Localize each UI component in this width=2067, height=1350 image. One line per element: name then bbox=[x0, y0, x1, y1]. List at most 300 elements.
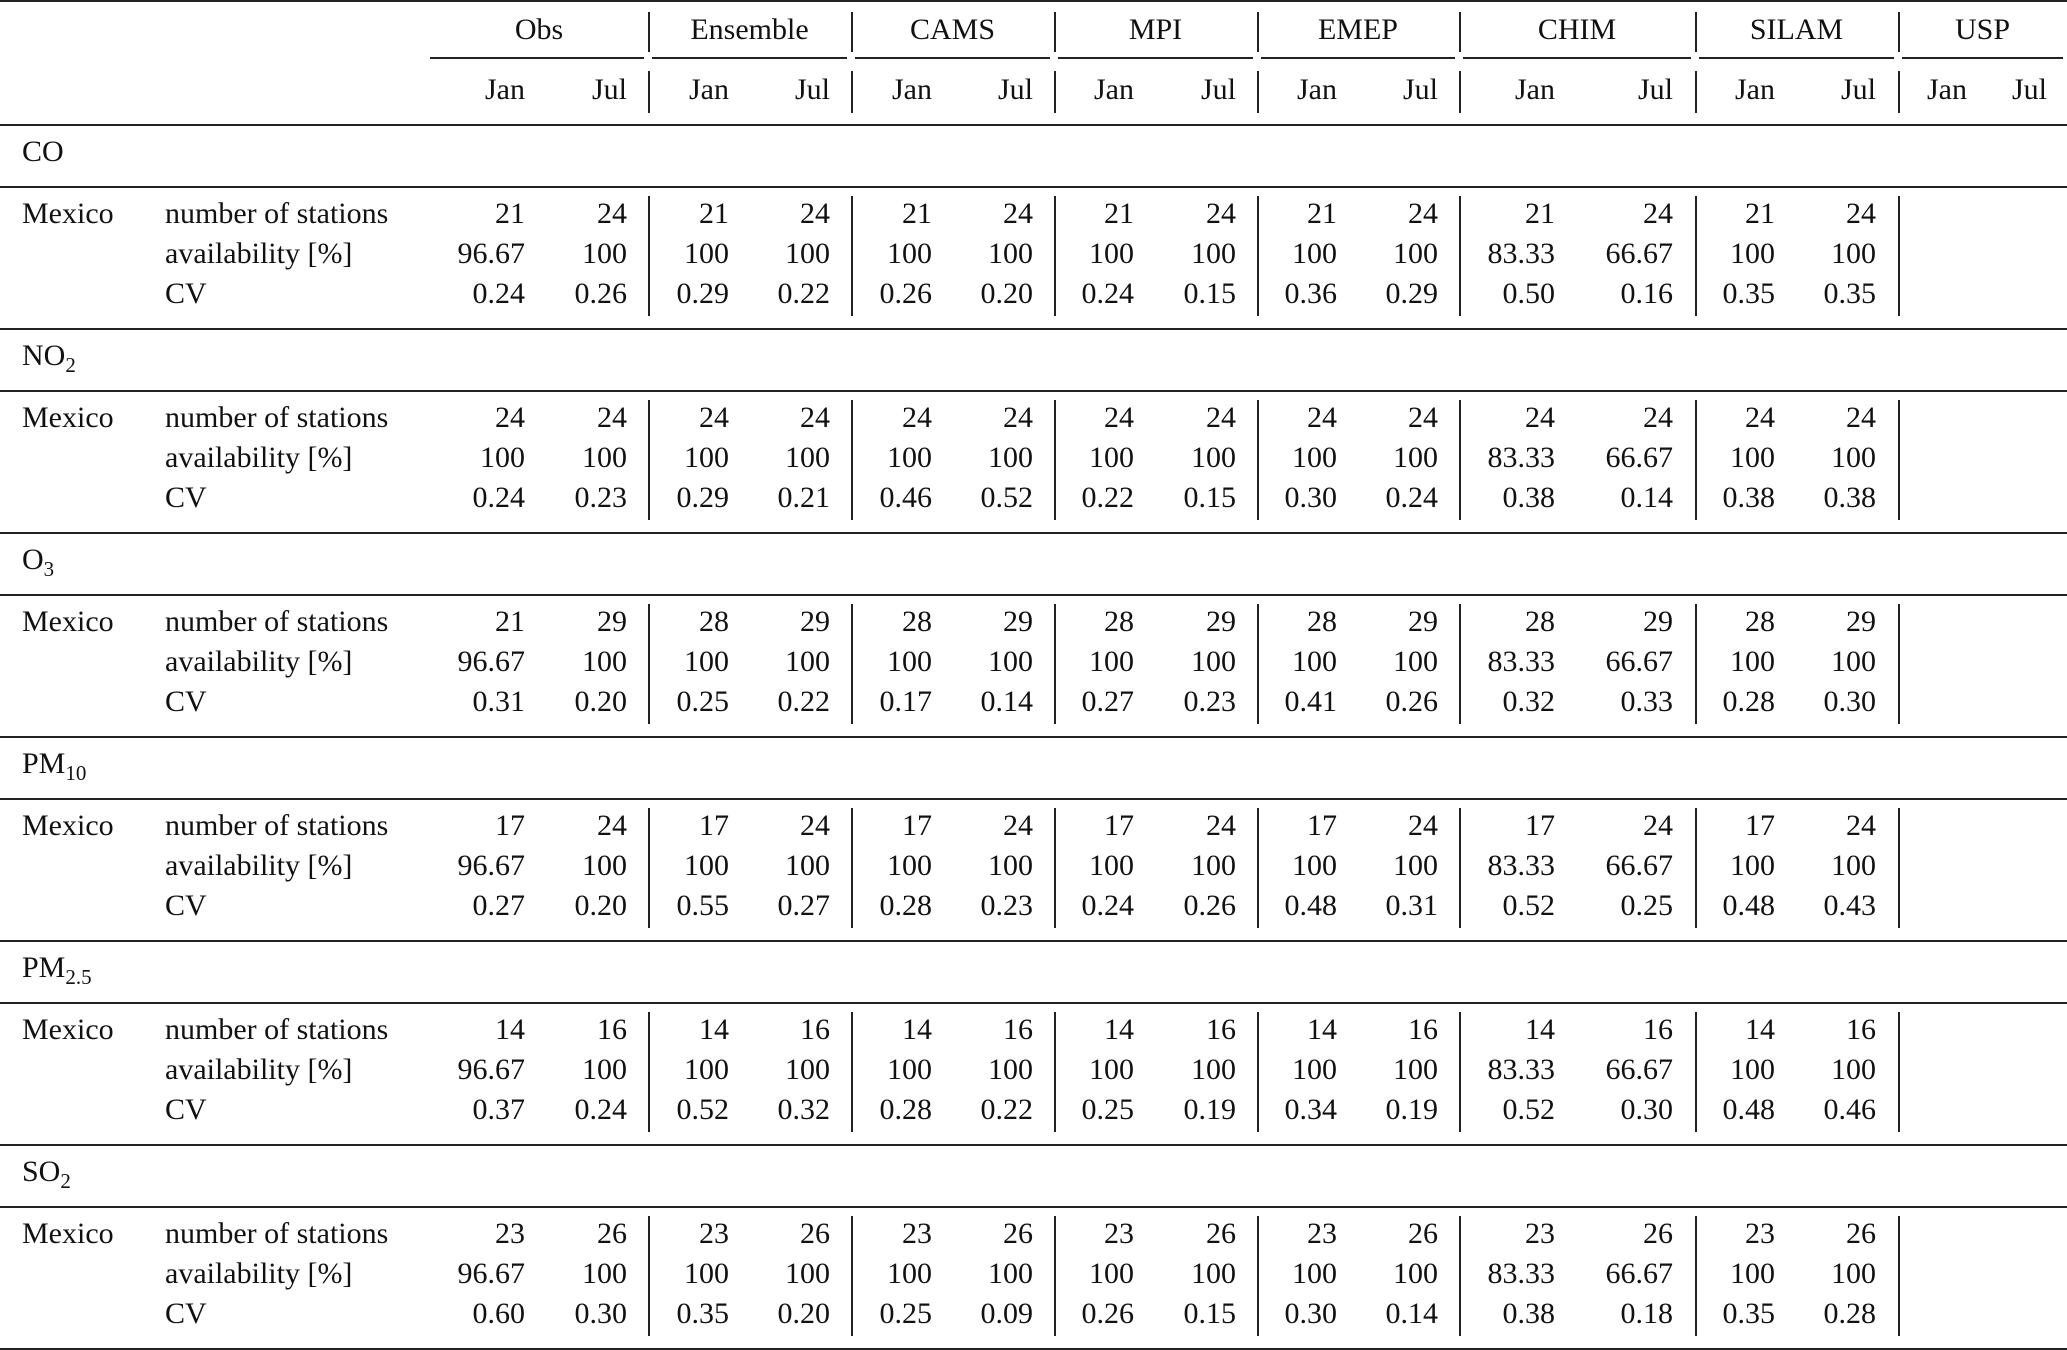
table-cell: 29 bbox=[800, 605, 830, 638]
table-cell: 100 bbox=[582, 237, 627, 270]
table-cell: 100 bbox=[988, 645, 1033, 678]
column-separator bbox=[648, 1216, 650, 1336]
table-cell: 100 bbox=[1831, 849, 1876, 882]
pollutant-heading bbox=[22, 542, 55, 581]
table-cell: 0.35 bbox=[676, 1297, 729, 1330]
table-cell: 100 bbox=[1292, 237, 1337, 270]
table-cell: 24 bbox=[1408, 809, 1438, 842]
table-cell: 28 bbox=[699, 605, 729, 638]
table-cell: 100 bbox=[1089, 441, 1134, 474]
table-cell: 100 bbox=[988, 1257, 1033, 1290]
table-cell: 100 bbox=[1191, 1257, 1236, 1290]
table-cell: 21 bbox=[1104, 197, 1134, 230]
table-cell: 29 bbox=[1408, 605, 1438, 638]
header-separator bbox=[851, 12, 853, 52]
table-cell: 0.23 bbox=[1183, 685, 1236, 718]
table-cell: 0.22 bbox=[777, 277, 830, 310]
table-cell: 83.33 bbox=[1487, 1257, 1555, 1290]
table-cell: 100 bbox=[887, 1257, 932, 1290]
table-cell: 0.24 bbox=[472, 481, 525, 514]
table-cell: 24 bbox=[1003, 809, 1033, 842]
table-cell: 0.24 bbox=[574, 1093, 627, 1126]
table-cell: 17 bbox=[1525, 809, 1555, 842]
table-cell: 100 bbox=[887, 441, 932, 474]
header-model: Obs bbox=[514, 13, 564, 46]
column-separator bbox=[1695, 196, 1697, 316]
table-cell: 0.52 bbox=[980, 481, 1033, 514]
table-cell: 96.67 bbox=[457, 645, 525, 678]
header-separator bbox=[1695, 12, 1697, 52]
pollutant-subscript: 2 bbox=[60, 1169, 71, 1193]
column-separator bbox=[1695, 1216, 1697, 1336]
row-label: number of stations bbox=[165, 401, 389, 434]
header-separator bbox=[1898, 12, 1900, 52]
table-cell: 100 bbox=[1831, 441, 1876, 474]
table-cell: 23 bbox=[902, 1217, 932, 1250]
table-cell: 0.27 bbox=[777, 889, 830, 922]
column-separator bbox=[1459, 604, 1461, 724]
table-cell: 100 bbox=[1393, 1257, 1438, 1290]
row-label: availability [%] bbox=[165, 849, 353, 882]
header-month: Jan bbox=[689, 73, 729, 106]
table-cell: 100 bbox=[582, 849, 627, 882]
table-cell: 0.30 bbox=[574, 1297, 627, 1330]
table-cell: 0.20 bbox=[574, 685, 627, 718]
column-separator bbox=[1898, 400, 1900, 520]
table-cell: 21 bbox=[699, 197, 729, 230]
table-cell: 100 bbox=[988, 1053, 1033, 1086]
section-bottom-rule bbox=[0, 1144, 2067, 1146]
table-cell: 0.18 bbox=[1620, 1297, 1673, 1330]
table-cell: 14 bbox=[902, 1013, 932, 1046]
table-cell: 66.67 bbox=[1605, 849, 1673, 882]
table-cell: 100 bbox=[1191, 1053, 1236, 1086]
column-separator bbox=[1898, 1216, 1900, 1336]
table-cell: 29 bbox=[1003, 605, 1033, 638]
table-cell: 96.67 bbox=[457, 1053, 525, 1086]
table-cell: 0.46 bbox=[1823, 1093, 1876, 1126]
table-cell: 16 bbox=[1206, 1013, 1236, 1046]
header-month: Jul bbox=[794, 73, 830, 106]
table-cell: 0.28 bbox=[1823, 1297, 1876, 1330]
table-cell: 16 bbox=[1408, 1013, 1438, 1046]
table-cell: 100 bbox=[1292, 645, 1337, 678]
table-cell: 0.38 bbox=[1502, 481, 1555, 514]
row-label: number of stations bbox=[165, 605, 389, 638]
table-cell: 0.19 bbox=[1183, 1093, 1236, 1126]
table-cell: 83.33 bbox=[1487, 849, 1555, 882]
table-cell: 24 bbox=[597, 401, 627, 434]
table-cell: 26 bbox=[1003, 1217, 1033, 1250]
table-cell: 100 bbox=[582, 441, 627, 474]
table-cell: 100 bbox=[1292, 849, 1337, 882]
table-cell: 0.30 bbox=[1284, 1297, 1337, 1330]
column-separator bbox=[1695, 808, 1697, 928]
table-cell: 14 bbox=[1307, 1013, 1337, 1046]
table-cell: 24 bbox=[800, 401, 830, 434]
pollutant-name: PM bbox=[22, 951, 66, 984]
region-label: Mexico bbox=[22, 605, 114, 638]
table-cell: 24 bbox=[1104, 401, 1134, 434]
row-label: number of stations bbox=[165, 197, 389, 230]
table-cell: 83.33 bbox=[1487, 1053, 1555, 1086]
column-separator bbox=[648, 196, 650, 316]
table-cell: 24 bbox=[699, 401, 729, 434]
table-cell: 83.33 bbox=[1487, 237, 1555, 270]
table-cell: 0.32 bbox=[777, 1093, 830, 1126]
column-separator bbox=[851, 604, 853, 724]
table-cell: 24 bbox=[1643, 401, 1673, 434]
table-cell: 17 bbox=[1104, 809, 1134, 842]
table-cell: 0.26 bbox=[574, 277, 627, 310]
table-cell: 100 bbox=[785, 1053, 830, 1086]
table-cell: 100 bbox=[1089, 1053, 1134, 1086]
column-separator bbox=[1257, 604, 1259, 724]
table-cell: 66.67 bbox=[1605, 441, 1673, 474]
table-cell: 24 bbox=[1307, 401, 1337, 434]
table-cell: 0.30 bbox=[1620, 1093, 1673, 1126]
table-cell: 100 bbox=[1089, 645, 1134, 678]
column-separator bbox=[1459, 1012, 1461, 1132]
pollutant-name: PM bbox=[22, 747, 66, 780]
table-cell: 24 bbox=[1643, 809, 1673, 842]
table-cell: 17 bbox=[1307, 809, 1337, 842]
table-cell: 66.67 bbox=[1605, 645, 1673, 678]
column-separator bbox=[648, 1012, 650, 1132]
table-cell: 29 bbox=[1643, 605, 1673, 638]
table-cell: 100 bbox=[1292, 1053, 1337, 1086]
header-model-underline bbox=[1261, 57, 1455, 59]
table-cell: 0.38 bbox=[1502, 1297, 1555, 1330]
table-cell: 0.24 bbox=[1081, 889, 1134, 922]
table-cell: 0.35 bbox=[1722, 1297, 1775, 1330]
header-month: Jul bbox=[1840, 73, 1876, 106]
table-cell: 100 bbox=[1089, 849, 1134, 882]
table-cell: 100 bbox=[988, 237, 1033, 270]
table-cell: 24 bbox=[597, 809, 627, 842]
header-separator bbox=[1459, 71, 1461, 113]
pollutant-heading bbox=[22, 1154, 71, 1193]
table-cell: 0.24 bbox=[1081, 277, 1134, 310]
section-bottom-rule bbox=[0, 532, 2067, 534]
column-separator bbox=[851, 1012, 853, 1132]
table-cell: 0.25 bbox=[1620, 889, 1673, 922]
header-month: Jan bbox=[485, 73, 525, 106]
table-cell: 24 bbox=[1408, 197, 1438, 230]
table-cell: 100 bbox=[887, 237, 932, 270]
row-label: availability [%] bbox=[165, 645, 353, 678]
table-cell: 16 bbox=[1003, 1013, 1033, 1046]
table-cell: 96.67 bbox=[457, 1257, 525, 1290]
table-cell: 24 bbox=[1408, 401, 1438, 434]
header-month: Jul bbox=[591, 73, 627, 106]
table-cell: 14 bbox=[699, 1013, 729, 1046]
row-label: CV bbox=[165, 1297, 207, 1330]
column-separator bbox=[1257, 196, 1259, 316]
table-cell: 24 bbox=[800, 809, 830, 842]
header-model: EMEP bbox=[1317, 13, 1398, 46]
table-cell: 14 bbox=[495, 1013, 525, 1046]
table-cell: 17 bbox=[699, 809, 729, 842]
row-label: CV bbox=[165, 1093, 207, 1126]
table-cell: 100 bbox=[1089, 237, 1134, 270]
column-separator bbox=[648, 604, 650, 724]
table-cell: 100 bbox=[785, 1257, 830, 1290]
row-label: CV bbox=[165, 889, 207, 922]
table-cell: 100 bbox=[1089, 1257, 1134, 1290]
table-cell: 83.33 bbox=[1487, 645, 1555, 678]
section-heading-rule bbox=[0, 798, 2067, 800]
table-cell: 100 bbox=[1191, 441, 1236, 474]
column-separator bbox=[851, 196, 853, 316]
table-cell: 100 bbox=[582, 1257, 627, 1290]
table-cell: 100 bbox=[1730, 237, 1775, 270]
table-cell: 21 bbox=[1525, 197, 1555, 230]
region-label: Mexico bbox=[22, 809, 114, 842]
table-cell: 0.28 bbox=[1722, 685, 1775, 718]
table-cell: 23 bbox=[1745, 1217, 1775, 1250]
section-heading-rule bbox=[0, 186, 2067, 188]
table-cell: 0.25 bbox=[879, 1297, 932, 1330]
header-month: Jan bbox=[1297, 73, 1337, 106]
column-separator bbox=[1054, 400, 1056, 520]
table-cell: 100 bbox=[1393, 237, 1438, 270]
table-cell: 0.30 bbox=[1823, 685, 1876, 718]
section-bottom-rule bbox=[0, 736, 2067, 738]
column-separator bbox=[851, 400, 853, 520]
table-cell: 0.48 bbox=[1722, 889, 1775, 922]
table-cell: 100 bbox=[1831, 237, 1876, 270]
table-cell: 0.26 bbox=[1081, 1297, 1134, 1330]
table-cell: 0.15 bbox=[1183, 277, 1236, 310]
table-cell: 100 bbox=[988, 441, 1033, 474]
table-cell: 100 bbox=[1730, 645, 1775, 678]
table-cell: 0.55 bbox=[676, 889, 729, 922]
table-cell: 100 bbox=[1831, 1053, 1876, 1086]
table-cell: 29 bbox=[1846, 605, 1876, 638]
row-label: availability [%] bbox=[165, 237, 353, 270]
header-month: Jul bbox=[1402, 73, 1438, 106]
table-cell: 0.35 bbox=[1823, 277, 1876, 310]
table-cell: 17 bbox=[902, 809, 932, 842]
table-cell: 0.38 bbox=[1722, 481, 1775, 514]
table-cell: 21 bbox=[902, 197, 932, 230]
table-cell: 14 bbox=[1104, 1013, 1134, 1046]
table-cell: 0.20 bbox=[574, 889, 627, 922]
table-cell: 24 bbox=[1003, 401, 1033, 434]
header-bottom-rule bbox=[0, 124, 2067, 126]
table-cell: 0.23 bbox=[980, 889, 1033, 922]
table-cell: 0.38 bbox=[1823, 481, 1876, 514]
table-cell: 0.48 bbox=[1284, 889, 1337, 922]
table-cell: 66.67 bbox=[1605, 237, 1673, 270]
header-month: Jul bbox=[2011, 73, 2047, 106]
table-cell: 29 bbox=[1206, 605, 1236, 638]
table-cell: 24 bbox=[800, 197, 830, 230]
table-cell: 100 bbox=[684, 237, 729, 270]
table-cell: 24 bbox=[597, 197, 627, 230]
row-label: availability [%] bbox=[165, 441, 353, 474]
row-label: availability [%] bbox=[165, 1257, 353, 1290]
table-cell: 17 bbox=[495, 809, 525, 842]
table-cell: 100 bbox=[887, 1053, 932, 1086]
column-separator bbox=[1459, 400, 1461, 520]
table-cell: 26 bbox=[1206, 1217, 1236, 1250]
table-cell: 100 bbox=[1191, 849, 1236, 882]
table-cell: 0.26 bbox=[1183, 889, 1236, 922]
column-separator bbox=[1257, 808, 1259, 928]
table-cell: 21 bbox=[1307, 197, 1337, 230]
table-cell: 28 bbox=[1525, 605, 1555, 638]
column-separator bbox=[1695, 604, 1697, 724]
column-separator bbox=[1695, 400, 1697, 520]
table-cell: 0.16 bbox=[1620, 277, 1673, 310]
table-cell: 24 bbox=[1206, 197, 1236, 230]
header-model: CHIM bbox=[1537, 13, 1617, 46]
header-model-underline bbox=[652, 57, 847, 59]
pollutant-name: NO bbox=[22, 339, 66, 372]
table-cell: 0.14 bbox=[980, 685, 1033, 718]
table-cell: 26 bbox=[1408, 1217, 1438, 1250]
pollutant-name: O bbox=[22, 543, 44, 576]
row-label: CV bbox=[165, 481, 207, 514]
table-cell: 100 bbox=[785, 441, 830, 474]
column-separator bbox=[648, 808, 650, 928]
table-cell: 66.67 bbox=[1605, 1257, 1673, 1290]
column-separator bbox=[1898, 196, 1900, 316]
table-cell: 0.27 bbox=[1081, 685, 1134, 718]
table-cell: 100 bbox=[684, 1257, 729, 1290]
table-cell: 0.27 bbox=[472, 889, 525, 922]
table-cell: 0.29 bbox=[676, 277, 729, 310]
table-cell: 0.14 bbox=[1385, 1297, 1438, 1330]
column-separator bbox=[851, 1216, 853, 1336]
row-label: CV bbox=[165, 685, 207, 718]
table-cell: 0.25 bbox=[1081, 1093, 1134, 1126]
table-cell: 0.30 bbox=[1284, 481, 1337, 514]
table-cell: 16 bbox=[1846, 1013, 1876, 1046]
table-cell: 0.21 bbox=[777, 481, 830, 514]
table-cell: 96.67 bbox=[457, 237, 525, 270]
header-model: USP bbox=[1954, 13, 2011, 46]
table-cell: 26 bbox=[1643, 1217, 1673, 1250]
table-cell: 100 bbox=[684, 1053, 729, 1086]
header-month: Jul bbox=[997, 73, 1033, 106]
table-cell: 100 bbox=[1191, 645, 1236, 678]
column-separator bbox=[1898, 808, 1900, 928]
header-model: MPI bbox=[1128, 13, 1183, 46]
column-separator bbox=[1054, 808, 1056, 928]
column-separator bbox=[1257, 1216, 1259, 1336]
pollutant-subscript: 2.5 bbox=[65, 965, 92, 989]
table-cell: 0.19 bbox=[1385, 1093, 1438, 1126]
column-separator bbox=[1459, 808, 1461, 928]
header-month: Jan bbox=[1094, 73, 1134, 106]
table-cell: 0.60 bbox=[472, 1297, 525, 1330]
column-separator bbox=[1898, 604, 1900, 724]
column-separator bbox=[1054, 604, 1056, 724]
top-rule bbox=[0, 0, 2067, 2]
pollutant-name: CO bbox=[22, 135, 64, 168]
table-cell: 29 bbox=[597, 605, 627, 638]
row-label: CV bbox=[165, 277, 207, 310]
header-separator bbox=[1459, 12, 1461, 52]
table-cell: 0.52 bbox=[1502, 889, 1555, 922]
row-label: number of stations bbox=[165, 809, 389, 842]
row-label: availability [%] bbox=[165, 1053, 353, 1086]
column-separator bbox=[1257, 400, 1259, 520]
column-separator bbox=[1459, 196, 1461, 316]
table-cell: 0.14 bbox=[1620, 481, 1673, 514]
table-cell: 0.28 bbox=[879, 889, 932, 922]
header-separator bbox=[1054, 12, 1056, 52]
table-cell: 17 bbox=[1745, 809, 1775, 842]
header-model-underline bbox=[430, 57, 644, 59]
header-month: Jan bbox=[892, 73, 932, 106]
table-cell: 100 bbox=[1191, 237, 1236, 270]
table-cell: 24 bbox=[1846, 401, 1876, 434]
table-cell: 100 bbox=[1292, 441, 1337, 474]
table-cell: 24 bbox=[1206, 809, 1236, 842]
table-cell: 23 bbox=[1104, 1217, 1134, 1250]
pollutant-subscript: 3 bbox=[43, 557, 55, 581]
table-cell: 0.41 bbox=[1284, 685, 1337, 718]
table-cell: 100 bbox=[1393, 849, 1438, 882]
header-model-underline bbox=[1463, 57, 1691, 59]
table-cell: 0.26 bbox=[879, 277, 932, 310]
table-cell: 0.36 bbox=[1284, 277, 1337, 310]
table-cell: 24 bbox=[1003, 197, 1033, 230]
header-model-underline bbox=[855, 57, 1050, 59]
table-cell: 21 bbox=[1745, 197, 1775, 230]
table-cell: 100 bbox=[480, 441, 525, 474]
table-cell: 100 bbox=[887, 645, 932, 678]
section-heading-rule bbox=[0, 594, 2067, 596]
table-cell: 66.67 bbox=[1605, 1053, 1673, 1086]
table-cell: 100 bbox=[1393, 645, 1438, 678]
section-heading-rule bbox=[0, 390, 2067, 392]
table-cell: 26 bbox=[597, 1217, 627, 1250]
table-cell: 16 bbox=[1643, 1013, 1673, 1046]
column-separator bbox=[648, 400, 650, 520]
table-cell: 0.33 bbox=[1620, 685, 1673, 718]
pollutant-heading bbox=[22, 338, 76, 377]
table-cell: 100 bbox=[785, 645, 830, 678]
table-cell: 21 bbox=[495, 197, 525, 230]
table-cell: 24 bbox=[1206, 401, 1236, 434]
table-cell: 100 bbox=[582, 1053, 627, 1086]
table-cell: 100 bbox=[887, 849, 932, 882]
table-cell: 83.33 bbox=[1487, 441, 1555, 474]
table-cell: 23 bbox=[699, 1217, 729, 1250]
header-separator bbox=[1257, 12, 1259, 52]
table-cell: 100 bbox=[1831, 645, 1876, 678]
table-cell: 28 bbox=[902, 605, 932, 638]
column-separator bbox=[1054, 196, 1056, 316]
pollutant-subscript: 10 bbox=[65, 761, 87, 785]
region-label: Mexico bbox=[22, 197, 114, 230]
table-cell: 24 bbox=[1846, 809, 1876, 842]
table-cell: 0.26 bbox=[1385, 685, 1438, 718]
column-separator bbox=[1898, 1012, 1900, 1132]
row-label: number of stations bbox=[165, 1013, 389, 1046]
table-cell: 23 bbox=[1307, 1217, 1337, 1250]
column-separator bbox=[1054, 1012, 1056, 1132]
header-model: Ensemble bbox=[690, 13, 809, 46]
table-cell: 100 bbox=[1292, 1257, 1337, 1290]
table-cell: 0.09 bbox=[980, 1297, 1033, 1330]
table-cell: 100 bbox=[1831, 1257, 1876, 1290]
